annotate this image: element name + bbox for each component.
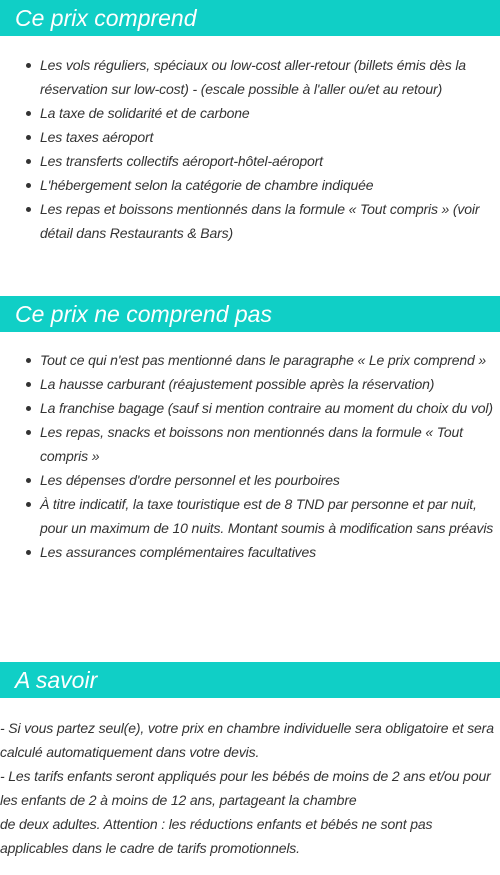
list-item	[0, 197, 500, 245]
bullet-icon	[26, 111, 31, 116]
not-included-section-title: Ce prix ne comprend pas	[15, 301, 272, 327]
list-item-text: Les assurances complémentaires facultatives	[40, 544, 317, 560]
good-to-know-text	[0, 716, 500, 860]
list-item	[0, 53, 500, 101]
list-item	[0, 468, 500, 492]
not-included-list	[0, 348, 500, 564]
bullet-icon	[26, 406, 31, 411]
included-section-title: Ce prix comprend	[15, 5, 197, 31]
list-item-text: La hausse carburant (réajustement possible après la réservation)	[40, 376, 435, 392]
bullet-icon	[26, 502, 31, 507]
list-item	[0, 540, 500, 564]
included-section-header	[0, 0, 500, 36]
paragraph: de deux adultes. Attention : les réductions enfants et bébés ne sont pas applicables dans le cadre de tarifs promotionnels.	[0, 816, 433, 856]
list-item-text: La franchise bagage (sauf si mention contraire au moment du choix du vol)	[40, 400, 493, 416]
list-item	[0, 420, 500, 468]
paragraph: - Si vous partez seul(e), votre prix en chambre individuelle sera obligatoire et sera calculé automatiquement dans votre devis.	[0, 720, 494, 760]
paragraph: - Les tarifs enfants seront appliqués pour les bébés de moins de 2 ans et/ou pour les enfants de 2 à moins de 12 ans, partageant la chambre	[0, 768, 491, 808]
list-item-text: Les vols réguliers, spéciaux ou low-cost aller-retour (billets émis dès la réservation sur low-cost) - (escale possible à l'aller ou/et au retour)	[40, 57, 466, 97]
list-item-text: L'hébergement selon la catégorie de chambre indiquée	[40, 177, 374, 193]
good-to-know-section-title: A savoir	[15, 667, 98, 693]
list-item-text: Tout ce qui n'est pas mentionné dans le paragraphe « Le prix comprend »	[40, 352, 487, 368]
list-item-text: À titre indicatif, la taxe touristique est de 8 TND par personne et par nuit, pour un maximum de 10 nuits. Montant soumis à modification sans préavis	[40, 496, 494, 536]
good-to-know-section-header	[0, 662, 500, 698]
list-item	[0, 492, 500, 540]
bullet-icon	[26, 550, 31, 555]
list-item	[0, 149, 500, 173]
list-item	[0, 372, 500, 396]
list-item-text: La taxe de solidarité et de carbone	[40, 105, 250, 121]
list-item	[0, 125, 500, 149]
bullet-icon	[26, 382, 31, 387]
bullet-icon	[26, 358, 31, 363]
bullet-icon	[26, 159, 31, 164]
list-item	[0, 101, 500, 125]
list-item-text: Les transferts collectifs aéroport-hôtel-aéroport	[40, 153, 323, 169]
bullet-icon	[26, 478, 31, 483]
list-item	[0, 396, 500, 420]
not-included-section-header	[0, 296, 500, 332]
list-item	[0, 348, 500, 372]
included-list	[0, 53, 500, 245]
bullet-icon	[26, 430, 31, 435]
list-item-text: Les repas et boissons mentionnés dans la formule « Tout compris » (voir détail dans Restaurants & Bars)	[40, 201, 480, 241]
bullet-icon	[26, 135, 31, 140]
bullet-icon	[26, 183, 31, 188]
list-item-text: Les repas, snacks et boissons non mentionnés dans la formule « Tout compris »	[40, 424, 463, 464]
list-item	[0, 173, 500, 197]
bullet-icon	[26, 63, 31, 68]
list-item-text: Les dépenses d'ordre personnel et les pourboires	[40, 472, 340, 488]
list-item-text: Les taxes aéroport	[40, 129, 154, 145]
bullet-icon	[26, 207, 31, 212]
